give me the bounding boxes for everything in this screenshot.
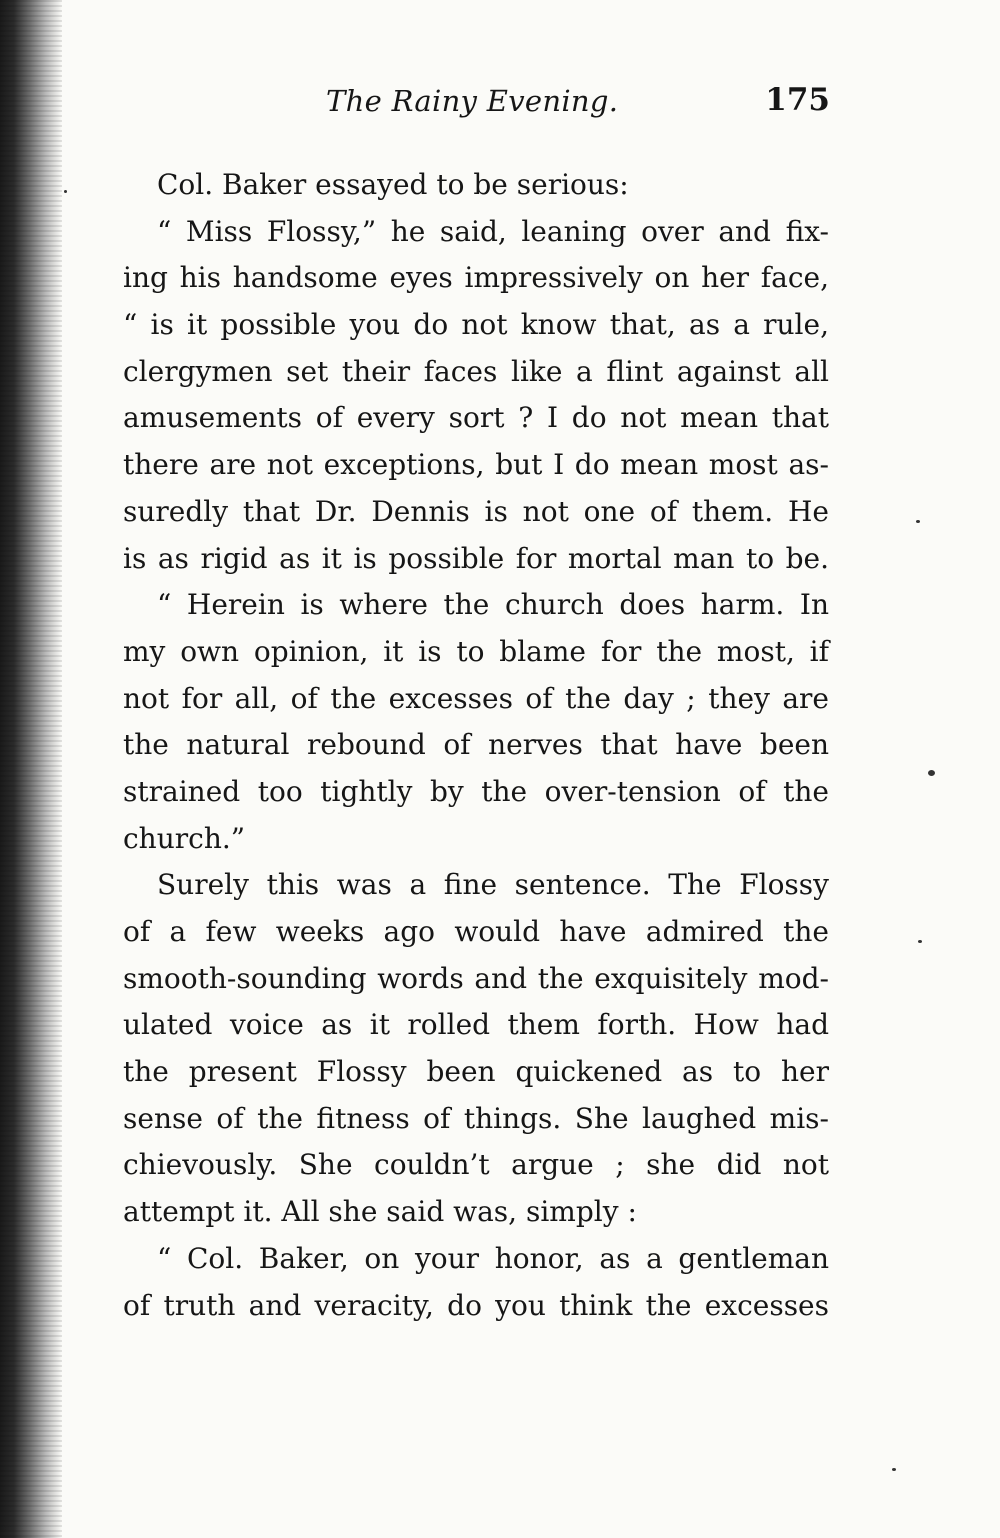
text-line: attempt it. All she said was, simply : xyxy=(123,1195,637,1229)
body-text xyxy=(123,162,829,1329)
text-line: of a few weeks ago would have admired the xyxy=(123,915,829,948)
page-header xyxy=(120,84,830,130)
text-line: ing his handsome eyes impressively on her face, xyxy=(123,261,829,295)
text-line: chievously. She couldn’t argue ; she did not xyxy=(123,1148,829,1182)
text-line: is as rigid as it is possible for mortal man to be. xyxy=(123,541,829,575)
text-line: of truth and veracity, do you think the excesses xyxy=(123,1288,829,1322)
text-line: my own opinion, it is to blame for the most, if xyxy=(123,634,829,668)
text-line: amusements of every sort ? I do not mean that xyxy=(123,401,829,435)
text-line: “ Miss Flossy,” he said, leaning over and fix- xyxy=(157,214,829,248)
print-speck xyxy=(918,940,922,943)
text-line: sense of the fitness of things. She laughed mis- xyxy=(123,1101,829,1135)
text-line: not for all, of the excesses of the day ; they are xyxy=(123,681,829,715)
text-line: strained too tightly by the over-tension of the xyxy=(123,774,829,808)
print-speck xyxy=(928,770,935,776)
text-line: Surely this was a fine sentence. The Flossy xyxy=(157,868,829,902)
text-line: ulated voice as it rolled them forth. How had xyxy=(123,1008,829,1042)
page-number: 175 xyxy=(765,82,830,118)
text-line: “ is it possible you do not know that, as a rule, xyxy=(123,308,829,342)
text-line: “ Herein is where the church does harm. In xyxy=(157,588,829,622)
text-line: the present Flossy been quickened as to her xyxy=(123,1055,829,1089)
text-line: Col. Baker essayed to be serious: xyxy=(157,168,629,201)
print-speck xyxy=(64,190,67,193)
text-line: church.” xyxy=(123,821,246,855)
print-speck xyxy=(892,1468,896,1471)
text-line: suredly that Dr. Dennis is not one of them. He xyxy=(123,494,829,528)
text-line: clergymen set their faces like a flint against all xyxy=(123,354,829,388)
text-line: smooth-sounding words and the exquisitely mod- xyxy=(123,961,829,995)
text-line: the natural rebound of nerves that have been xyxy=(123,728,829,762)
page-gutter-edge xyxy=(0,0,62,1538)
print-speck xyxy=(916,520,920,523)
text-line: there are not exceptions, but I do mean most as- xyxy=(123,448,829,482)
text-line: “ Col. Baker, on your honor, as a gentleman xyxy=(157,1241,829,1275)
running-head: The Rainy Evening. xyxy=(326,84,619,118)
